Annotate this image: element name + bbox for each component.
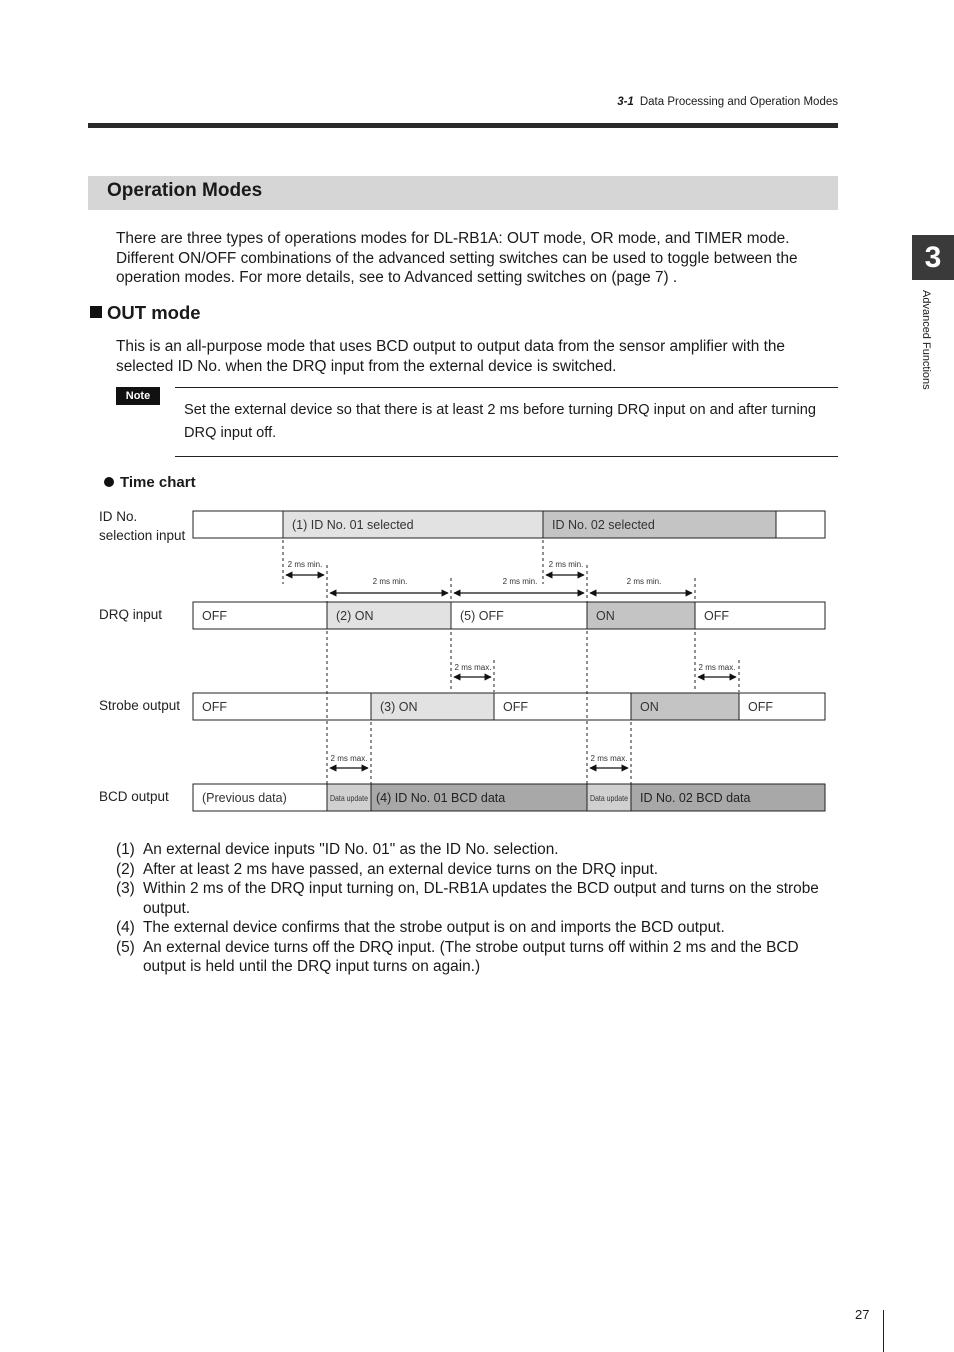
timing-label-max-4: 2 ms max. xyxy=(590,754,628,763)
list-item xyxy=(116,879,838,918)
strobe-cell-4-text: OFF xyxy=(748,700,773,714)
timing-label-min-1: 2 ms min. xyxy=(287,560,323,569)
out-mode-title: OUT mode xyxy=(107,302,201,323)
strobe-cell-0-text: OFF xyxy=(202,700,227,714)
step-list xyxy=(116,840,838,977)
list-item xyxy=(116,918,838,938)
drq-cell-0-text: OFF xyxy=(202,609,227,623)
id-cell-3 xyxy=(776,511,825,538)
step-number: (2) xyxy=(116,860,135,878)
timing-label-min-5: 2 ms min. xyxy=(626,577,662,586)
step-text: An external device turns off the DRQ input. (The strobe output turns off within 2 ms and the BCD output is held until the DRQ input turns on again.) xyxy=(143,938,799,975)
list-item xyxy=(116,840,838,860)
note-text: Set the external device so that there is at least 2 ms before turning DRQ input on and after turning DRQ input off. xyxy=(184,402,816,441)
timing-label-max-1: 2 ms max. xyxy=(454,663,492,672)
label-drq-input: DRQ input xyxy=(99,607,163,622)
row-labels xyxy=(99,509,186,804)
section-title: Operation Modes xyxy=(107,180,263,201)
header-section-number: 3-1 xyxy=(617,96,634,108)
step-text: The external device confirms that the strobe output is on and imports the BCD output. xyxy=(143,919,725,936)
step-number: (1) xyxy=(116,841,135,858)
out-mode-description: This is an all-purpose mode that uses BCD output to output data from the sensor amplifier with the selected ID No. when the DRQ input from the external device is switched. xyxy=(116,338,785,375)
bcd-cell-3-text: Data update xyxy=(590,793,629,803)
list-item xyxy=(116,860,838,880)
label-selection-input: selection input xyxy=(99,528,186,543)
list-item xyxy=(116,938,838,977)
step-number: (4) xyxy=(116,919,135,936)
id-cell-1-text: (1) ID No. 01 selected xyxy=(292,518,414,532)
timing-label-max-3: 2 ms max. xyxy=(330,754,368,763)
step-number: (3) xyxy=(116,880,135,897)
timing-label-min-2: 2 ms min. xyxy=(372,577,408,586)
step-text: Within 2 ms of the DRQ input turning on, DL-RB1A updates the BCD output and turns on the strobe output. xyxy=(143,880,819,917)
timing-label-min-4: 2 ms min. xyxy=(548,560,584,569)
step-text: An external device inputs "ID No. 01" as the ID No. selection. xyxy=(143,841,559,858)
row-strobe xyxy=(193,693,825,720)
id-cell-0 xyxy=(193,511,283,538)
timing-label-max-2: 2 ms max. xyxy=(698,663,736,672)
timing-labels xyxy=(288,560,736,763)
page-number: 27 xyxy=(855,1307,870,1322)
chapter-label: Advanced Functions xyxy=(920,290,932,390)
bcd-cell-0-text: (Previous data) xyxy=(202,791,287,805)
id-cell-2-text: ID No. 02 selected xyxy=(552,518,655,532)
row-id-selection xyxy=(193,511,825,538)
bcd-cell-1-text: Data update xyxy=(330,793,369,803)
label-bcd-output: BCD output xyxy=(99,789,169,804)
page-number-rule xyxy=(883,1310,884,1352)
drq-cell-4-text: OFF xyxy=(704,609,729,623)
chapter-tab: 3 xyxy=(912,235,954,280)
label-id-no: ID No. xyxy=(99,509,138,524)
row-drq xyxy=(193,602,825,629)
intro-paragraph: There are three types of operations modes for DL-RB1A: OUT mode, OR mode, and TIMER mode. Different ON/OFF combinations of the advanced setting switches can be used to toggle between the operation modes. For more details, see to Advanced setting switches on (page 7) . xyxy=(116,230,798,286)
row-bcd xyxy=(193,784,825,811)
step-text: After at least 2 ms have passed, an external device turns on the DRQ input. xyxy=(143,860,659,878)
label-strobe-output: Strobe output xyxy=(99,698,181,713)
bcd-cell-2-text: (4) ID No. 01 BCD data xyxy=(376,791,506,805)
drq-cell-2-text: (5) OFF xyxy=(460,609,504,623)
drq-cell-3-text: ON xyxy=(596,609,615,623)
timing-label-min-3: 2 ms min. xyxy=(502,577,538,586)
step-number: (5) xyxy=(116,938,135,956)
note-badge: Note xyxy=(116,387,160,405)
strobe-cell-1-text: (3) ON xyxy=(380,700,418,714)
drq-cell-1-text: (2) ON xyxy=(336,609,374,623)
header-section-title: Data Processing and Operation Modes xyxy=(639,96,838,108)
strobe-cell-2-text: OFF xyxy=(503,700,528,714)
strobe-cell-3-text: ON xyxy=(640,700,659,714)
bcd-cell-4-text: ID No. 02 BCD data xyxy=(640,791,751,805)
time-chart-title: Time chart xyxy=(120,474,196,491)
